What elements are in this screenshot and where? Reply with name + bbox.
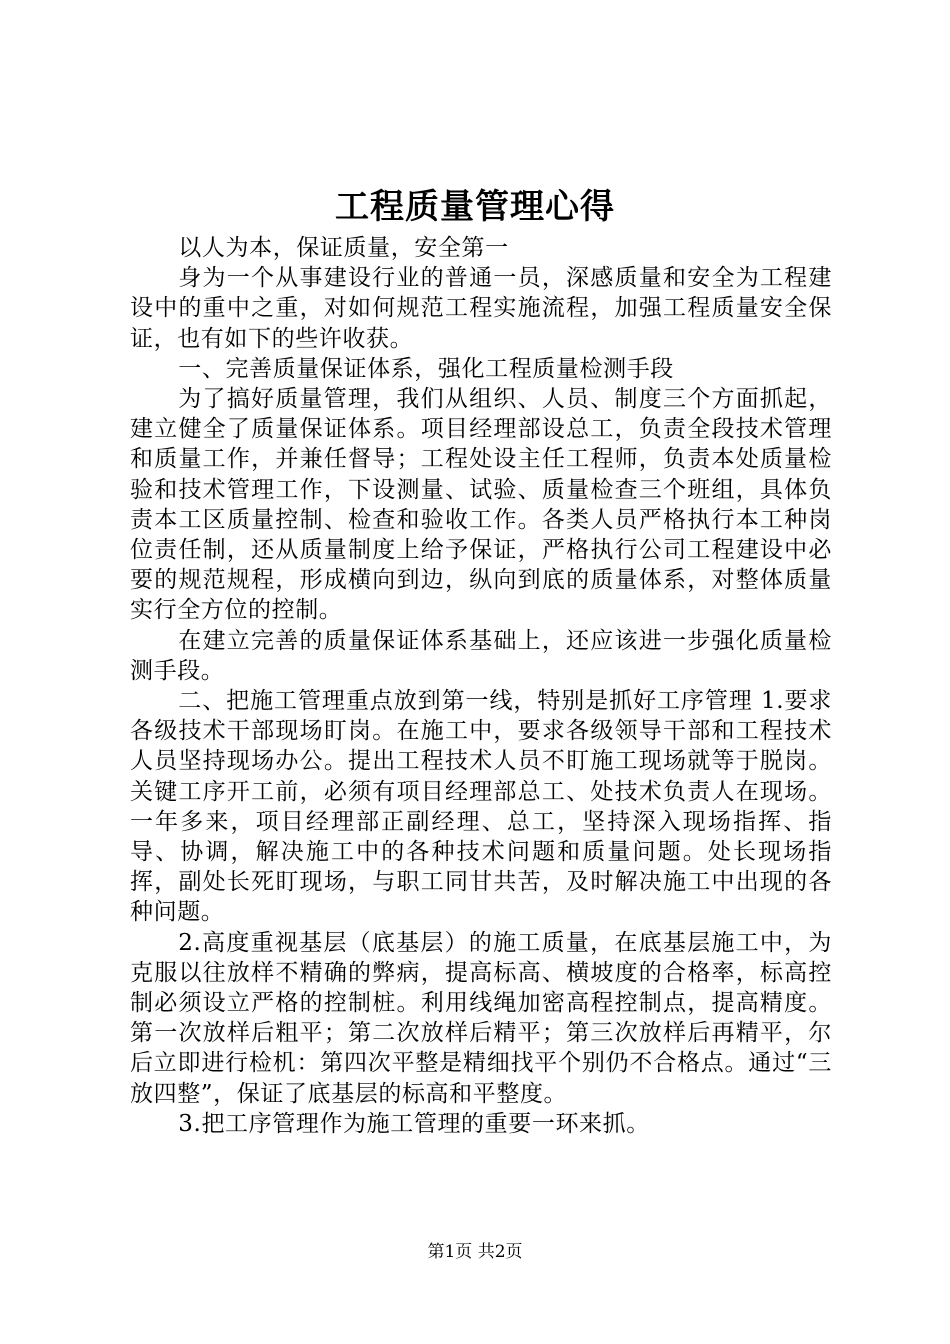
paragraph-testing: 在建立完善的质量保证体系基础上，还应该进一步强化质量检测手段。 [130, 627, 832, 684]
document-title: 工程质量管理心得 [335, 187, 615, 227]
document-body [130, 233, 832, 1139]
paragraph-item-2: 2.高度重视基层（底基层）的施工质量，在底基层施工中，为克服以往放样不精确的弊病，提高标高、横坡度的合格率，标高控制必须设立严格的控制桩。利用线绳加密高程控制点，提高精度。第一次放样后粗平；第二次放样后精平；第三次放样后再精平，尔后立即进行检机：第四次平整是精细找平个别仍不合格点。通过“三放四整”，保证了底基层的标高和平整度。 [130, 929, 832, 1107]
paragraph-item-3: 3.把工序管理作为施工管理的重要一环来抓。 [178, 1110, 650, 1137]
paragraph-quality-system: 为了搞好质量管理，我们从组织、人员、制度三个方面抓起，建立健全了质量保证体系。项目经理部设总工，负责全段技术管理和质量工作，并兼任督导；工程处设主任工程师，负责本处质量检验和技术管理工作，下设测量、试验、质量检查三个班组，具体负责本工区质量控制、检查和验收工作。各类人员严格执行本工种岗位责任制，还从质量制度上给予保证，严格执行公司工程建设中必要的规范规程，形成横向到边，纵向到底的质量体系，对整体质量实行全方位的控制。 [130, 386, 832, 624]
paragraph-intro: 身为一个从事建设行业的普通一员，深感质量和安全为工程建设中的重中之重，对如何规范工程实施流程，加强工程质量安全保证，也有如下的些许收获。 [130, 265, 832, 352]
page-footer: 第1页 共2页 [427, 1242, 523, 1262]
paragraph-motto: 以人为本，保证质量，安全第一 [178, 235, 509, 261]
paragraph-section-2: 二、把施工管理重点放到第一线，特别是抓好工序管理 1.要求各级技术干部现场盯岗。在施工中，要求各级领导干部和工程技术人员坚持现场办公。提出工程技术人员不盯施工现场就等于脱岗。关键工序开工前，必须有项目经理部总工、处技术负责人在现场。一年多来，项目经理部正副经理、总工，坚持深入现场指挥、指导、协调，解决施工中的各种技术问题和质量问题。处长现场指挥，副处长死盯现场，与职工同甘共苦，及时解决施工中出现的各种问题。 [130, 688, 832, 926]
section-heading-1: 一、完善质量保证体系，强化工程质量检测手段 [178, 355, 674, 382]
